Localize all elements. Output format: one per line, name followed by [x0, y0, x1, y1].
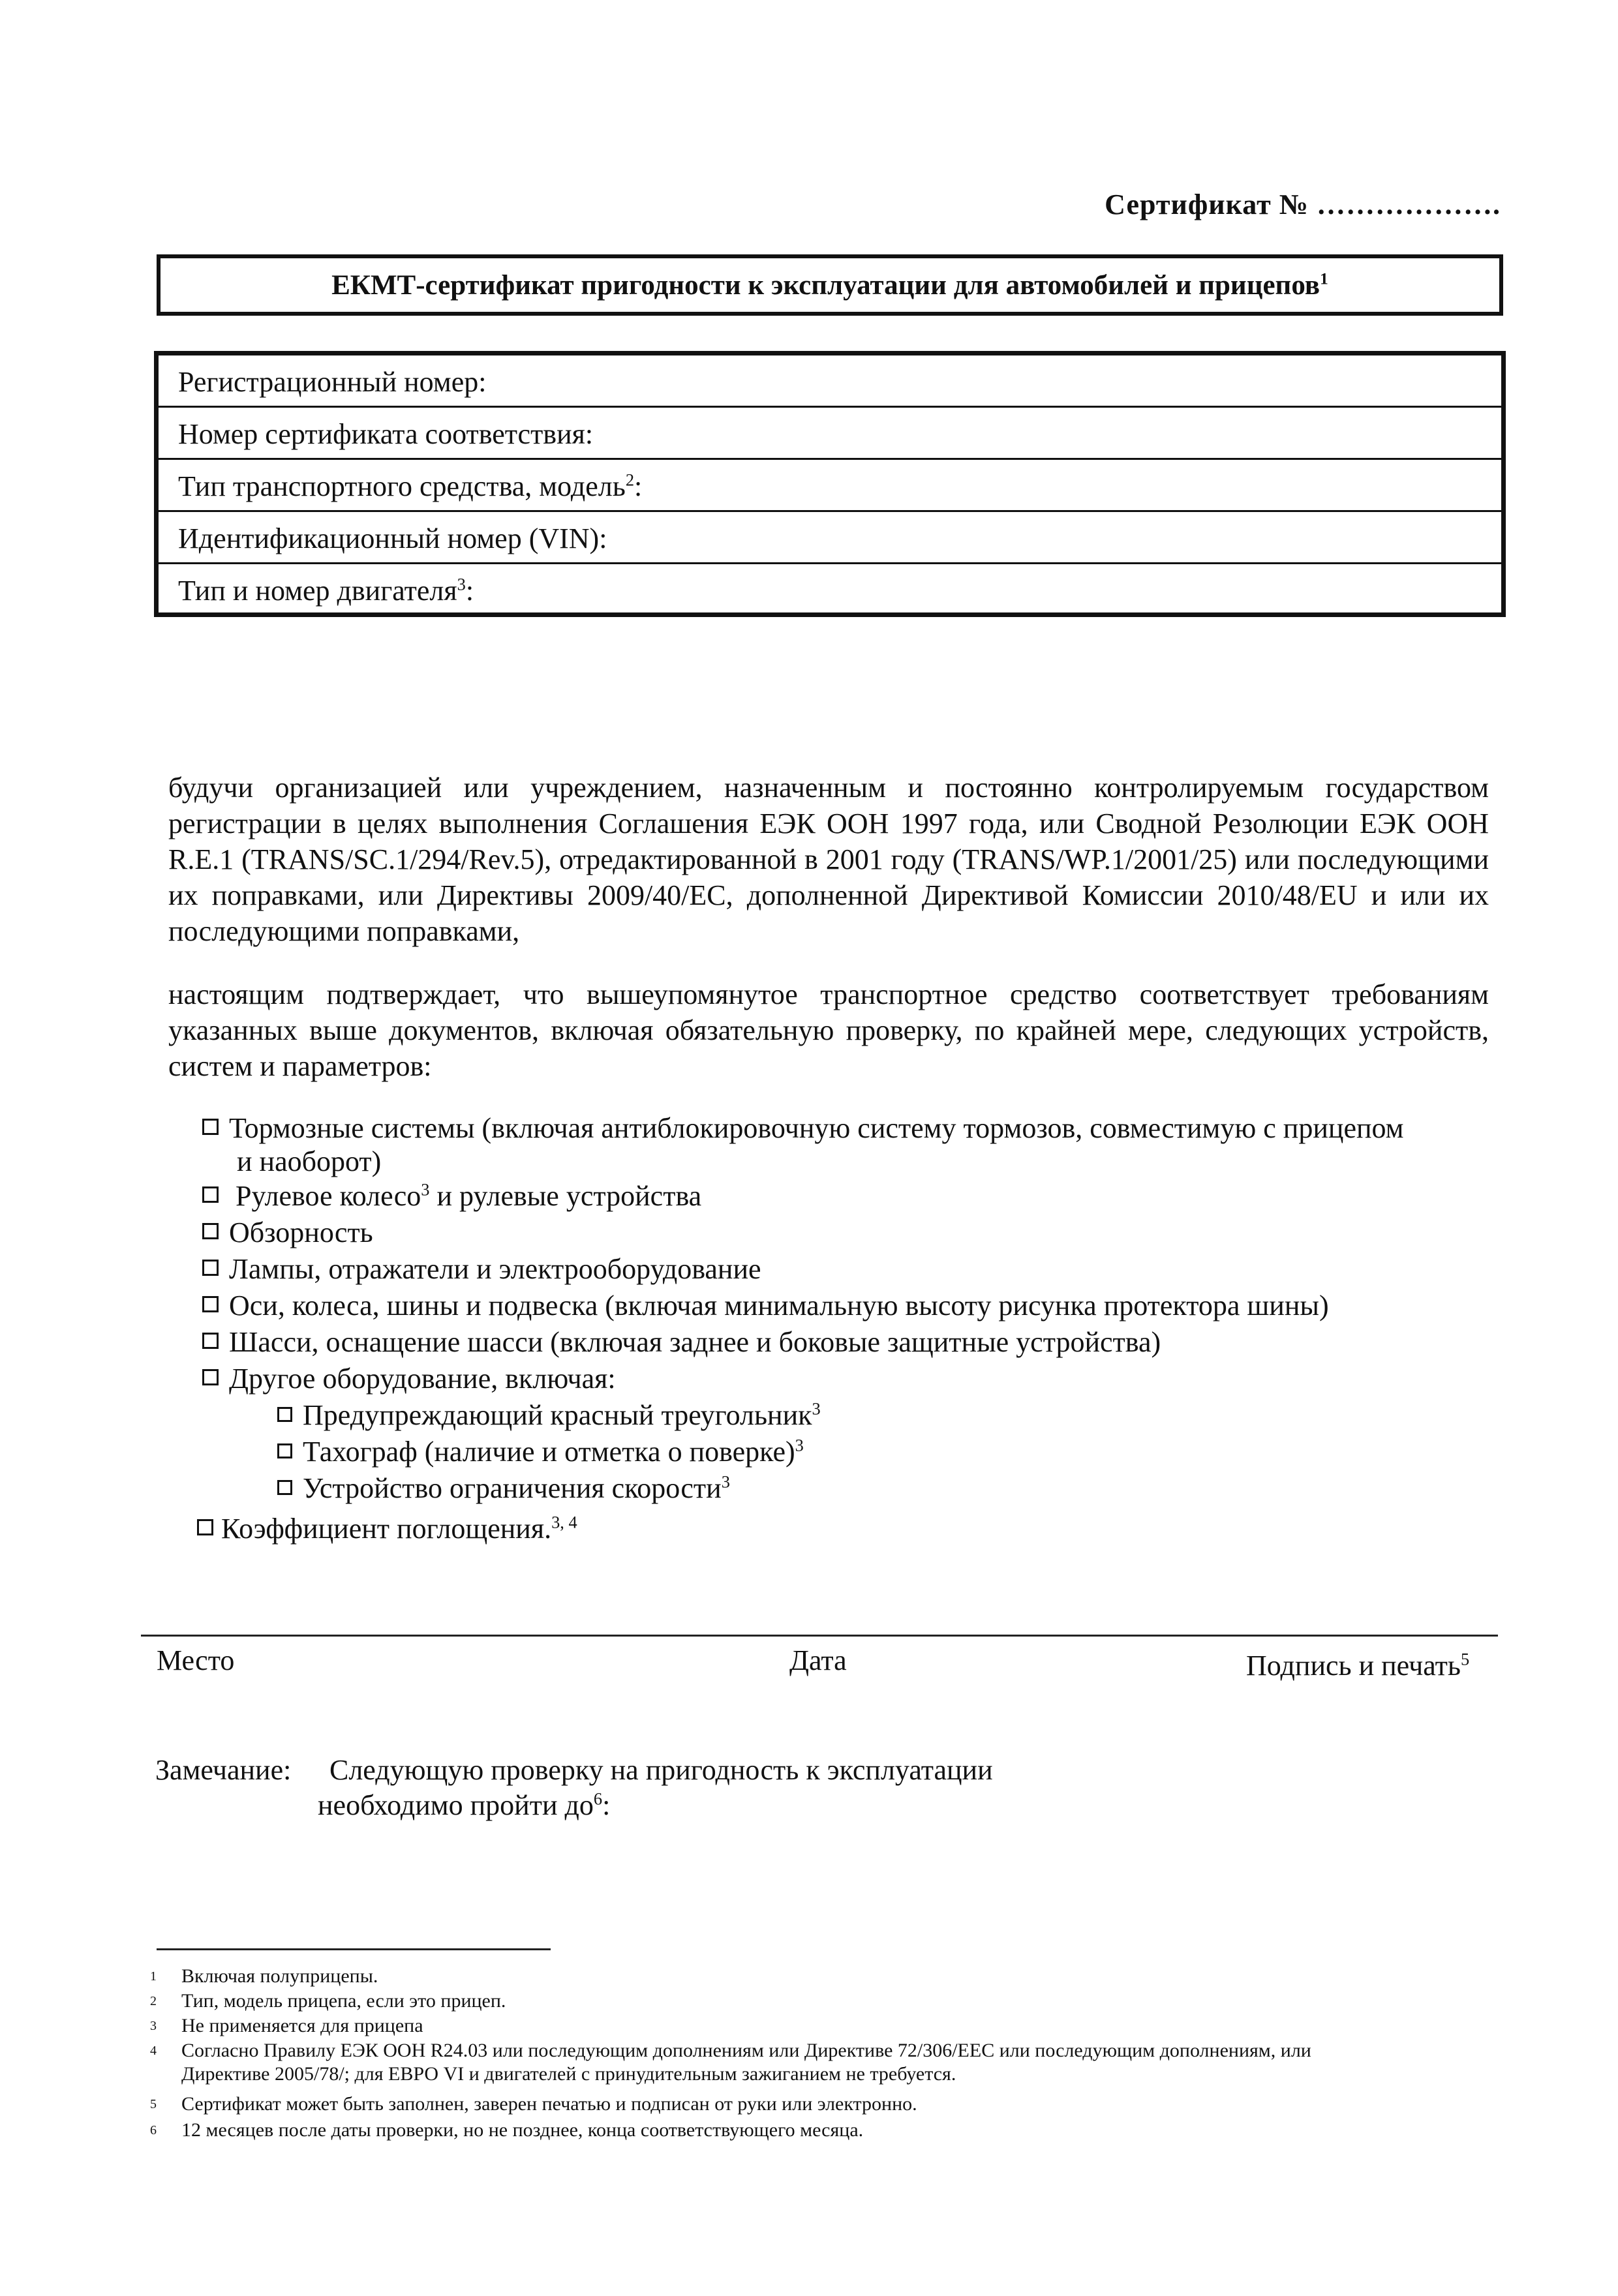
steering-label: Рулевое колесо: [236, 1180, 421, 1212]
certificate-title: [331, 269, 1328, 301]
footnote-text: Включая полуприцепы.: [181, 1965, 378, 1987]
title-footnote-ref: 1: [1319, 269, 1328, 288]
engine-footnote-ref: 3: [457, 574, 466, 594]
vin-row[interactable]: [159, 512, 1501, 564]
footnote-number: 6: [150, 2123, 157, 2137]
confirmation-paragraph: настоящим подтверждает, что вышеупомянутое транспортное средство соответствует требованиям указанных выше документов, включая обязательную проверку, по крайней мере, следующих устройств, систем и параметров:: [168, 978, 1489, 1082]
checkbox[interactable]: [277, 1407, 292, 1422]
registration-table: [154, 351, 1506, 617]
footnote-6: [150, 2119, 863, 2146]
checklist-subitem-speed-limiter[interactable]: [277, 1470, 730, 1506]
footnote-number: 5: [150, 2097, 157, 2111]
vehicle-type-colon: :: [634, 470, 643, 502]
vehicle-type-model-label: Тип транспортного средства, модель: [178, 470, 626, 502]
checkbox[interactable]: [277, 1480, 292, 1495]
checkbox[interactable]: [202, 1333, 219, 1349]
footnote-text: 12 месяцев после даты проверки, но не позднее, конца соответствующего месяца.: [181, 2119, 864, 2141]
conformity-certificate-number-row[interactable]: [159, 408, 1501, 460]
remark-line-2-colon: :: [602, 1789, 611, 1821]
footnote-number: 1: [150, 1969, 157, 1984]
footnote-5: [150, 2093, 917, 2120]
checklist-item-chassis[interactable]: [202, 1324, 1161, 1360]
footnote-number: 4: [150, 2044, 157, 2058]
tachograph-label: Тахограф (наличие и отметка о поверке): [303, 1436, 795, 1468]
brakes-label: Тормозные системы (включая антиблокировочную систему тормозов, совместимую с прицепом: [229, 1112, 1404, 1144]
footnote-3: [150, 2015, 423, 2042]
checklist-item-visibility[interactable]: [202, 1215, 373, 1250]
footnote-separator: [157, 1948, 551, 1950]
steering-footnote-ref: 3: [421, 1179, 430, 1200]
checkbox[interactable]: [202, 1369, 219, 1385]
place-label: Место: [157, 1644, 235, 1676]
checkbox[interactable]: [202, 1119, 219, 1135]
tachograph-footnote-ref: 3: [795, 1435, 804, 1455]
registration-number-label: Регистрационный номер:: [178, 366, 487, 398]
registration-number-row[interactable]: [159, 355, 1501, 408]
certificate-number-label: Сертификат № ……………….: [1105, 189, 1501, 220]
other-equipment-label: Другое оборудование, включая:: [229, 1363, 616, 1395]
footnote-number: 2: [150, 1994, 157, 2008]
vin-label: Идентификационный номер (VIN):: [178, 522, 607, 554]
footnote-text: Согласно Правилу ЕЭК ООН R24.03 или последующим дополнениям или Директиве 72/306/EEC или последующим дополнениям, или: [181, 2040, 1311, 2061]
remark-footnote-ref: 6: [593, 1789, 603, 1809]
authority-paragraph: будучи организацией или учреждением, назначенным и постоянно контролируемым государством регистрации в целях выполнения Соглашения ЕЭК ООН 1997 года, или Сводной Резолюции ЕЭК ООН R.E.1 (TRANS/SC.1/294/Rev.5), отредактированной в 2001 году (TRANS/WP.1/2001/25) или последующими их поправками, или Директивы 2009/40/EC, дополненной Директивой Комиссии 2010/48/EU и или их последующими поправками,: [168, 772, 1489, 947]
footnote-text: Не применяется для прицепа: [181, 2015, 423, 2036]
checklist-subitem-warning-triangle[interactable]: [277, 1397, 821, 1433]
warning-triangle-label: Предупреждающий красный треугольник: [303, 1399, 812, 1431]
visibility-label: Обзорность: [229, 1216, 373, 1248]
vehicle-type-model-row[interactable]: [159, 460, 1501, 512]
checkbox[interactable]: [202, 1296, 219, 1312]
footnote-number: 3: [150, 2019, 157, 2033]
checklist-item-other-equipment[interactable]: [202, 1361, 616, 1397]
checkbox[interactable]: [277, 1443, 292, 1458]
checklist-subitem-tachograph[interactable]: [277, 1434, 804, 1470]
checkbox[interactable]: [202, 1186, 219, 1203]
signature-footnote-ref: 5: [1460, 1649, 1470, 1669]
speed-limiter-label: Устройство ограничения скорости: [303, 1472, 722, 1504]
footnote-4-continued: [150, 2063, 956, 2085]
speed-limiter-footnote-ref: 3: [721, 1472, 730, 1492]
certificate-title-text: ЕКМТ-сертификат пригодности к эксплуатации для автомобилей и прицепов: [331, 269, 1320, 301]
steering-label-suffix: и рулевые устройства: [429, 1180, 702, 1212]
checklist-item-steering[interactable]: [202, 1178, 701, 1214]
footnote-1: [150, 1965, 378, 1992]
chassis-label: Шасси, оснащение шасси (включая заднее и боковые защитные устройства): [229, 1326, 1161, 1358]
certificate-title-box: [157, 254, 1503, 316]
remark-line-2: [318, 1789, 610, 1822]
absorption-coefficient-label: Коэффициент поглощения.: [221, 1513, 552, 1545]
date-label: Дата: [789, 1644, 847, 1676]
footnote-text: Сертификат может быть заполнен, заверен печатью и подписан от руки или электронно.: [181, 2093, 917, 2115]
vehicle-type-footnote-ref: 2: [625, 470, 635, 490]
engine-type-number-label: Тип и номер двигателя: [178, 575, 457, 607]
signature-line: [141, 1635, 1498, 1637]
footnote-4: [150, 2040, 1311, 2066]
checklist-item-brakes-continued: [237, 1143, 381, 1179]
checklist-item-absorption-coefficient[interactable]: [197, 1511, 577, 1547]
footnote-2: [150, 1990, 506, 2017]
footnote-text: Директиве 2005/78/; для ЕВРО VI и двигателей с принудительным зажиганием не требуется.: [181, 2063, 956, 2085]
checklist-item-brakes[interactable]: [202, 1110, 1404, 1146]
engine-type-number-row[interactable]: [159, 564, 1501, 616]
remark-line-2-text: необходимо пройти до: [318, 1789, 594, 1821]
absorption-footnote-ref: 3, 4: [551, 1512, 577, 1532]
conformity-certificate-number-label: Номер сертификата соответствия:: [178, 418, 594, 450]
checkbox[interactable]: [202, 1223, 219, 1239]
engine-colon: :: [465, 575, 474, 607]
remark-label: Замечание:: [155, 1754, 292, 1786]
axles-label: Оси, колеса, шины и подвеска (включая минимальную высоту рисунка протектора шины): [229, 1290, 1329, 1322]
lamps-label: Лампы, отражатели и электрооборудование: [229, 1253, 761, 1285]
footnote-text: Тип, модель прицепа, если это прицеп.: [181, 1990, 506, 2012]
checkbox[interactable]: [197, 1519, 213, 1535]
signature-stamp-label: [1246, 1649, 1469, 1682]
checkbox[interactable]: [202, 1260, 219, 1276]
warning-triangle-footnote-ref: 3: [812, 1398, 821, 1419]
brakes-label-continued: и наоборот): [237, 1145, 382, 1177]
remark-line-1: Следующую проверку на пригодность к эксплуатации: [329, 1754, 993, 1786]
signature-stamp-text: Подпись и печать: [1246, 1650, 1461, 1682]
checklist-item-lamps[interactable]: [202, 1251, 761, 1287]
checklist-item-axles[interactable]: [202, 1288, 1329, 1323]
